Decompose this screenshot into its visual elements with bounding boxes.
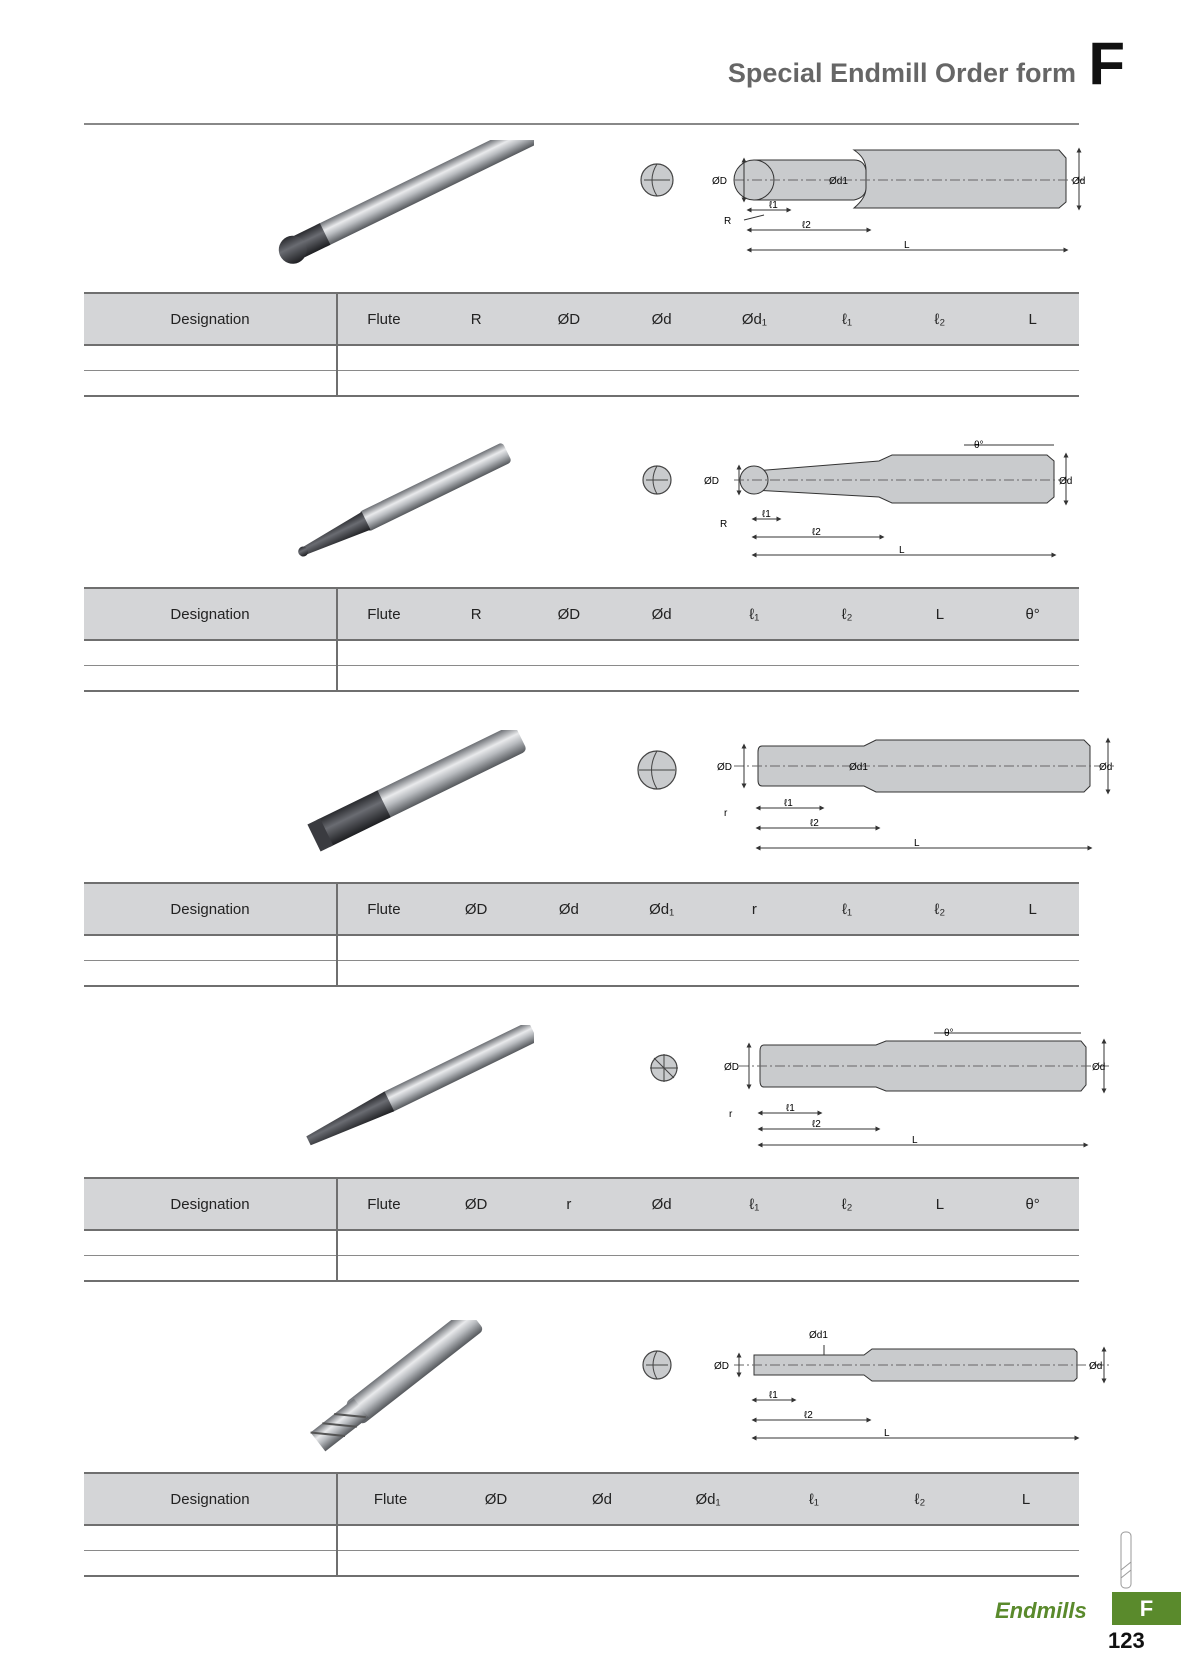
endmill-tab-icon	[1112, 1530, 1140, 1590]
label-l2: ℓ2	[802, 220, 811, 231]
label-l1: ℓ1	[784, 798, 793, 809]
col-header: L	[894, 1178, 987, 1230]
designation-cell[interactable]	[84, 1551, 337, 1577]
col-header: ℓ₂	[801, 1178, 894, 1230]
designation-cell[interactable]	[84, 640, 337, 666]
radius-endmill-drawing	[614, 730, 1134, 880]
top-divider	[84, 123, 1079, 125]
label-l1: ℓ1	[769, 200, 778, 211]
table-row	[84, 666, 1079, 692]
col-header: θ°	[986, 1178, 1079, 1230]
square-endmill-drawing	[614, 1320, 1134, 1470]
value-cell[interactable]	[337, 935, 1079, 961]
value-cell[interactable]	[337, 1256, 1079, 1282]
label-d: Ød	[1099, 762, 1113, 773]
col-header: Ød	[615, 588, 708, 640]
value-cell[interactable]	[337, 345, 1079, 371]
table-row	[84, 345, 1079, 371]
spec-table	[84, 1472, 1079, 1577]
col-header: ØD	[523, 293, 616, 345]
label-D: ØD	[724, 1062, 739, 1073]
section-5-square-endmill	[84, 1320, 1103, 1620]
designation-cell[interactable]	[84, 961, 337, 987]
label-r: r	[729, 1109, 733, 1120]
section-1-ball-endmill	[84, 140, 1086, 440]
page-number: 123	[1108, 1628, 1145, 1653]
col-header: Flute	[337, 588, 430, 640]
table-row	[84, 1525, 1079, 1551]
col-header: θ°	[986, 588, 1079, 640]
label-l2: ℓ2	[810, 818, 819, 829]
end-view-icon	[638, 751, 676, 789]
designation-cell[interactable]	[84, 666, 337, 692]
col-header: Ød	[549, 1473, 655, 1525]
col-header: Ød₁	[615, 883, 708, 935]
label-l1: ℓ1	[786, 1103, 795, 1114]
designation-cell[interactable]	[84, 371, 337, 397]
col-header: r	[708, 883, 801, 935]
table-header-row	[84, 293, 1079, 345]
col-header: L	[986, 883, 1079, 935]
col-header: Ød₁	[708, 293, 801, 345]
value-cell[interactable]	[337, 666, 1079, 692]
table-header-row	[84, 883, 1079, 935]
label-L: L	[899, 545, 905, 556]
col-header: ℓ₂	[894, 883, 987, 935]
col-header: ℓ₁	[801, 293, 894, 345]
col-header: Flute	[337, 1178, 430, 1230]
value-cell[interactable]	[337, 1551, 1079, 1577]
table-row	[84, 1230, 1079, 1256]
col-header: r	[523, 1178, 616, 1230]
value-cell[interactable]	[337, 371, 1079, 397]
value-cell[interactable]	[337, 1525, 1079, 1551]
col-header: Ød₁	[655, 1473, 761, 1525]
footer-category: Endmills	[995, 1598, 1087, 1623]
col-header: R	[430, 588, 523, 640]
designation-cell[interactable]	[84, 1525, 337, 1551]
label-r: r	[724, 808, 728, 819]
col-header: Flute	[337, 1473, 443, 1525]
designation-cell[interactable]	[84, 345, 337, 371]
table-header-row	[84, 1473, 1079, 1525]
label-L: L	[884, 1428, 890, 1439]
end-view-icon	[641, 164, 673, 196]
designation-cell[interactable]	[84, 935, 337, 961]
col-header: R	[430, 293, 523, 345]
section-letter: F	[1088, 30, 1125, 97]
col-header: ØD	[443, 1473, 549, 1525]
label-l2: ℓ2	[804, 1410, 813, 1421]
table-row	[84, 1551, 1079, 1577]
table-row	[84, 1256, 1079, 1282]
label-d: Ød	[1089, 1361, 1103, 1372]
col-header: ℓ₁	[708, 1178, 801, 1230]
section-4-taper-radius-endmill	[84, 1025, 1106, 1325]
col-header: Designation	[84, 293, 337, 345]
section-3-radius-endmill	[84, 730, 1113, 1030]
section-2-taper-ball-endmill	[84, 435, 1079, 735]
label-l2: ℓ2	[812, 527, 821, 538]
label-L: L	[914, 838, 920, 849]
label-l1: ℓ1	[769, 1390, 778, 1401]
col-header: ℓ₁	[708, 588, 801, 640]
col-header: ØD	[430, 1178, 523, 1230]
footer-section-tab: F	[1112, 1592, 1181, 1625]
col-header: Designation	[84, 588, 337, 640]
page-title: Special Endmill Order form	[727, 58, 1076, 88]
col-header: ℓ₂	[801, 588, 894, 640]
label-R: R	[724, 216, 732, 227]
end-view-icon	[643, 466, 671, 494]
label-L: L	[912, 1135, 918, 1146]
label-D: ØD	[717, 762, 732, 773]
label-theta: θ°	[944, 1028, 954, 1039]
value-cell[interactable]	[337, 640, 1079, 666]
label-l1: ℓ1	[762, 509, 771, 520]
label-L: L	[904, 240, 910, 251]
col-header: Designation	[84, 1473, 337, 1525]
label-d1: Ød1	[809, 1330, 828, 1341]
label-R: R	[720, 519, 728, 530]
label-l2: ℓ2	[812, 1119, 821, 1130]
square-endmill-photo	[204, 1320, 534, 1470]
col-header: Designation	[84, 883, 337, 935]
value-cell[interactable]	[337, 961, 1079, 987]
col-header: L	[986, 293, 1079, 345]
designation-cell[interactable]	[84, 1256, 337, 1282]
taper-radius-endmill-photo	[204, 1025, 534, 1175]
label-d1: Ød1	[849, 762, 868, 773]
designation-cell[interactable]	[84, 1230, 337, 1256]
ball-endmill-photo	[204, 140, 534, 290]
spec-table	[84, 292, 1079, 397]
col-header: Ød	[615, 293, 708, 345]
col-header: Ød	[523, 883, 616, 935]
col-header: Ød	[615, 1178, 708, 1230]
col-header: Flute	[337, 293, 430, 345]
end-view-icon	[643, 1351, 671, 1379]
label-D: ØD	[704, 476, 719, 487]
table-row	[84, 640, 1079, 666]
table-row	[84, 371, 1079, 397]
col-header: ℓ₂	[894, 293, 987, 345]
col-header: ℓ₁	[801, 883, 894, 935]
taper-ball-endmill-drawing	[614, 435, 1134, 585]
label-theta: θ°	[974, 440, 984, 451]
col-header: Designation	[84, 1178, 337, 1230]
col-header: Flute	[337, 883, 430, 935]
table-header-row	[84, 1178, 1079, 1230]
label-D: ØD	[714, 1361, 729, 1372]
col-header: ØD	[523, 588, 616, 640]
col-header: ØD	[430, 883, 523, 935]
spec-table	[84, 882, 1079, 987]
radius-endmill-photo	[204, 730, 534, 880]
label-D: ØD	[712, 176, 727, 187]
ball-endmill-drawing	[614, 140, 1134, 290]
label-d: Ød	[1059, 476, 1073, 487]
taper-ball-endmill-photo	[204, 435, 534, 585]
value-cell[interactable]	[337, 1230, 1079, 1256]
table-header-row	[84, 588, 1079, 640]
label-d1: Ød1	[829, 176, 848, 187]
spec-table	[84, 1177, 1079, 1282]
col-header: ℓ₁	[761, 1473, 867, 1525]
col-header: L	[894, 588, 987, 640]
table-row	[84, 961, 1079, 987]
col-header: ℓ₂	[867, 1473, 973, 1525]
label-d: Ød	[1092, 1062, 1106, 1073]
label-d: Ød	[1072, 176, 1086, 187]
spec-table	[84, 587, 1079, 692]
end-view-icon	[650, 1054, 678, 1082]
table-row	[84, 935, 1079, 961]
col-header: L	[973, 1473, 1079, 1525]
taper-radius-endmill-drawing	[614, 1025, 1134, 1175]
